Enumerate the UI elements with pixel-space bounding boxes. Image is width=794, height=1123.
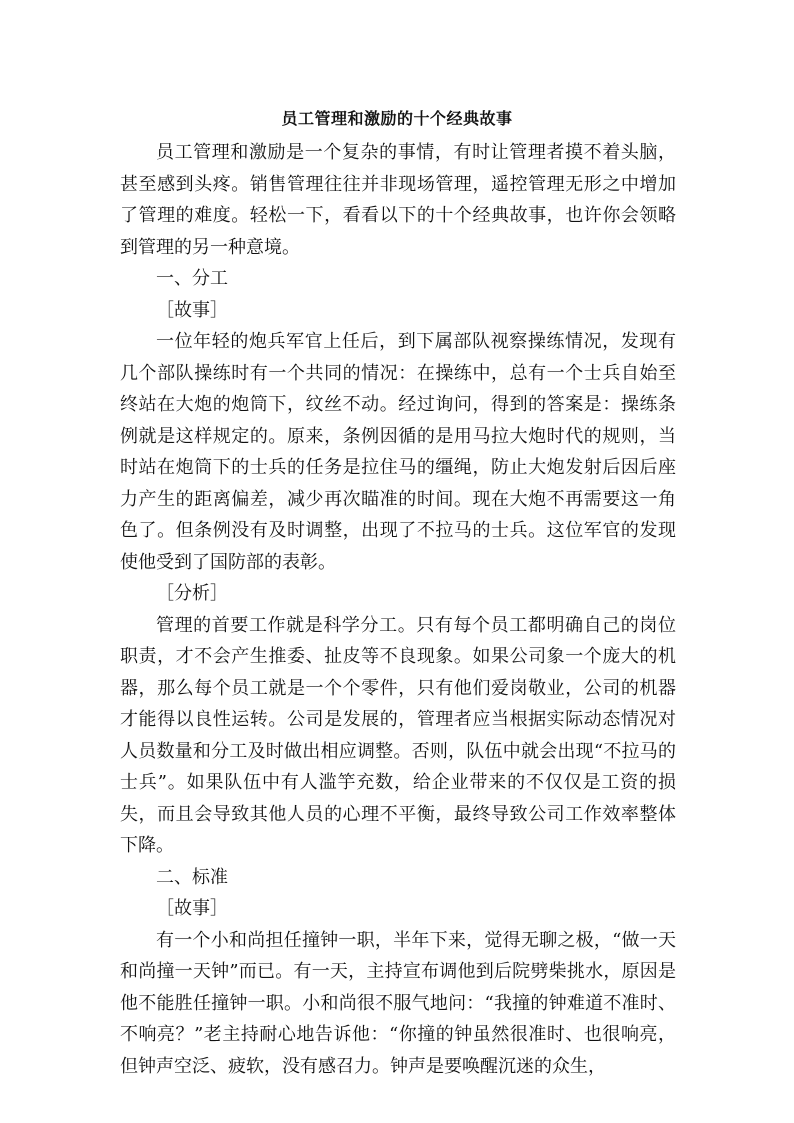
analysis-paragraph: 管理的首要工作就是科学分工。只有每个员工都明确自己的岗位职责，才不会产生推委、扯皮等不良现象。如果公司象一个庞大的机器，那么每个员工就是一个个零件，只有他们爱岗敬业，公司的机器才能得以良性运转。公司是发展的，管理者应当根据实际动态情况对人员数量和分工及时做出相应调整。否则，队伍中就会出现“不拉马的士兵”。如果队伍中有人滥竽充数，给企业带来的不仅仅是工资的损失，而且会导致其他人员的心理不平衡，最终导致公司工作效率整体下降。 <box>120 614 676 856</box>
section-heading-standards: 二、标准 <box>156 866 228 888</box>
story-label: ［故事］ <box>156 898 228 919</box>
document-title: 员工管理和激励的十个经典故事 <box>281 109 513 128</box>
analysis-label: ［分析］ <box>156 583 228 604</box>
document-body <box>120 137 676 1082</box>
section-heading-division-of-labor: 一、分工 <box>156 268 228 289</box>
story-paragraph: 有一个小和尚担任撞钟一职，半年下来，觉得无聊之极，“做一天和尚撞一天钟”而已。有一天，主持宣布调他到后院劈柴挑水，原因是他不能胜任撞钟一职。小和尚很不服气地问：“我撞的钟难道不准时、不响亮？”老主持耐心地告诉他：“你撞的钟虽然很准时、也很响亮，但钟声空泛、疲软，没有感召力。钟声是要唤醒沉迷的众生， <box>120 929 676 1077</box>
story-label: ［故事］ <box>156 299 228 321</box>
intro-paragraph: 员工管理和激励是一个复杂的事情，有时让管理者摸不着头脑，甚至感到头疼。销售管理往往并非现场管理，遥控管理无形之中增加了管理的难度。轻松一下，看看以下的十个经典故事，也许你会领略到管理的另一种意境。 <box>120 142 676 258</box>
story-paragraph: 一位年轻的炮兵军官上任后，到下属部队视察操练情况，发现有几个部队操练时有一个共同的情况：在操练中，总有一个士兵自始至终站在大炮的炮筒下，纹丝不动。经过询问，得到的答案是：操练条例就是这样规定的。原来，条例因循的是用马拉大炮时代的规则，当时站在炮筒下的士兵的任务是拉住马的缰绳，防止大炮发射后因后座力产生的距离偏差，减少再次瞄准的时间。现在大炮不再需要这一角色了。但条例没有及时调整，出现了不拉马的士兵。这位军官的发现使他受到了国防部的表彰。 <box>120 331 676 573</box>
